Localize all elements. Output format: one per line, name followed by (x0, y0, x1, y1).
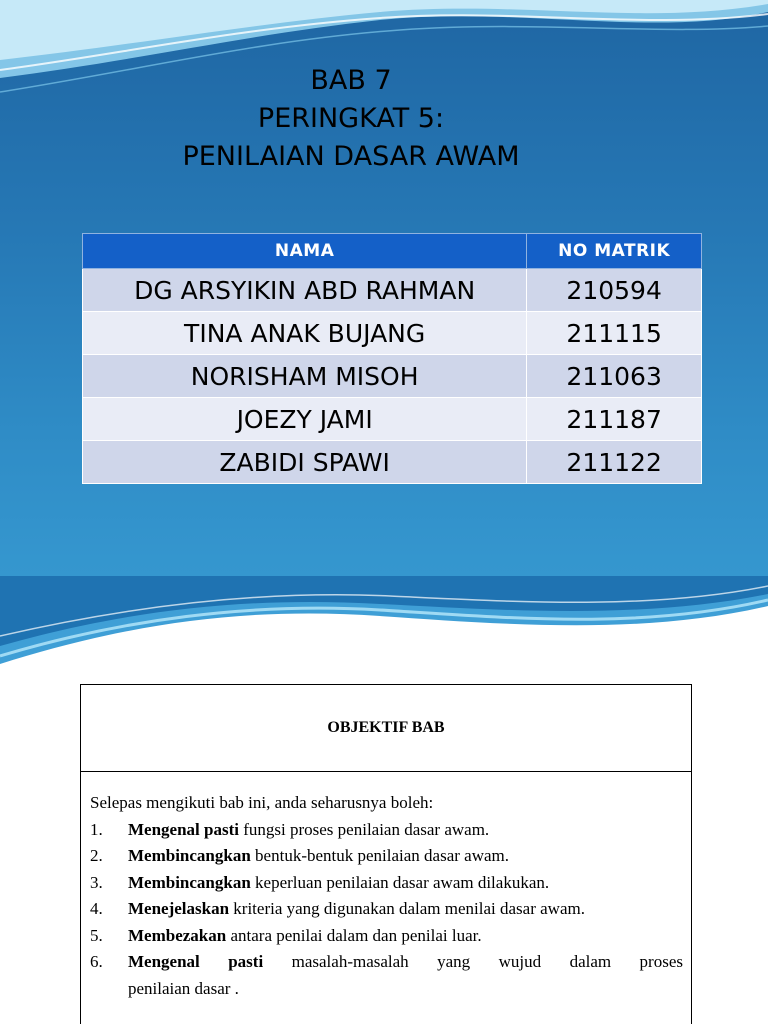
item-rest: fungsi proses penilaian dasar awam. (238, 819, 490, 839)
cell-nama: JOEZY JAMI (83, 398, 527, 441)
objectives-intro: Selepas mengikuti bab ini, anda seharusnya boleh: (90, 793, 434, 812)
objectives-box (80, 684, 692, 1024)
item-bold: Mengenal pasti (128, 952, 264, 971)
cell-no-matrik: 211115 (527, 312, 702, 355)
item-rest: antara penilai dalam dan penilai luar. (226, 925, 482, 945)
item-bold: Menejelaskan (128, 899, 230, 918)
cell-nama: NORISHAM MISOH (83, 355, 527, 398)
title-line-1: BAB 7 (310, 65, 392, 96)
item-number: 1. (90, 819, 103, 839)
list-item (90, 923, 683, 950)
item-text (128, 923, 683, 950)
item-text (128, 817, 683, 844)
slide-2 (0, 576, 768, 1024)
header-nama: NAMA (83, 234, 527, 269)
slide-title (0, 62, 702, 176)
item-text (128, 896, 683, 923)
table-row (83, 441, 702, 484)
item-bold: Membincangkan (128, 846, 251, 865)
item-number: 6. (90, 952, 103, 971)
item-number: 2. (90, 846, 103, 865)
item-rest: keperluan penilaian dasar awam dilakukan. (250, 872, 550, 892)
cell-nama: ZABIDI SPAWI (83, 441, 527, 484)
item-rest: kriteria yang digunakan dalam menilai dasar awam. (229, 899, 585, 918)
item-bold: Membezakan (128, 925, 227, 945)
objectives-header (81, 685, 691, 772)
title-line-3: PENILAIAN DASAR AWAM (182, 141, 520, 172)
item-text (128, 949, 683, 976)
item-rest: masalah-masalah yang wujud dalam proses (263, 952, 683, 971)
cell-no-matrik: 211063 (527, 355, 702, 398)
table-header-row (83, 234, 702, 269)
item-text (128, 870, 683, 897)
cell-no-matrik: 211122 (527, 441, 702, 484)
item-bold: Membincangkan (128, 872, 251, 892)
cell-nama: TINA ANAK BUJANG (83, 312, 527, 355)
objectives-list (90, 817, 683, 976)
list-item (90, 817, 683, 844)
list-item (90, 843, 683, 870)
list-item (90, 896, 683, 923)
wave-decoration-slide2 (0, 576, 768, 666)
member-table (82, 233, 702, 484)
list-item (90, 870, 683, 897)
item-bold: Mengenal pasti (128, 819, 239, 839)
title-line-2: PERINGKAT 5: (257, 103, 445, 134)
item-number: 5. (90, 925, 103, 945)
header-no-matrik: NO MATRIK (527, 234, 702, 269)
cell-no-matrik: 211187 (527, 398, 702, 441)
objectives-title: OBJEKTIF BAB (327, 719, 445, 736)
item-rest: bentuk-bentuk penilaian dasar awam. (250, 846, 510, 865)
item-number: 3. (90, 872, 103, 892)
item-text (128, 843, 683, 870)
cell-no-matrik: 210594 (527, 269, 702, 312)
table-row (83, 355, 702, 398)
item-number: 4. (90, 899, 103, 918)
cell-nama: DG ARSYIKIN ABD RAHMAN (83, 269, 527, 312)
table-row (83, 269, 702, 312)
objectives-body (81, 772, 691, 1002)
list-item (90, 949, 683, 976)
table-row (83, 398, 702, 441)
table-row (83, 312, 702, 355)
item-continuation: penilaian dasar . (128, 978, 239, 998)
